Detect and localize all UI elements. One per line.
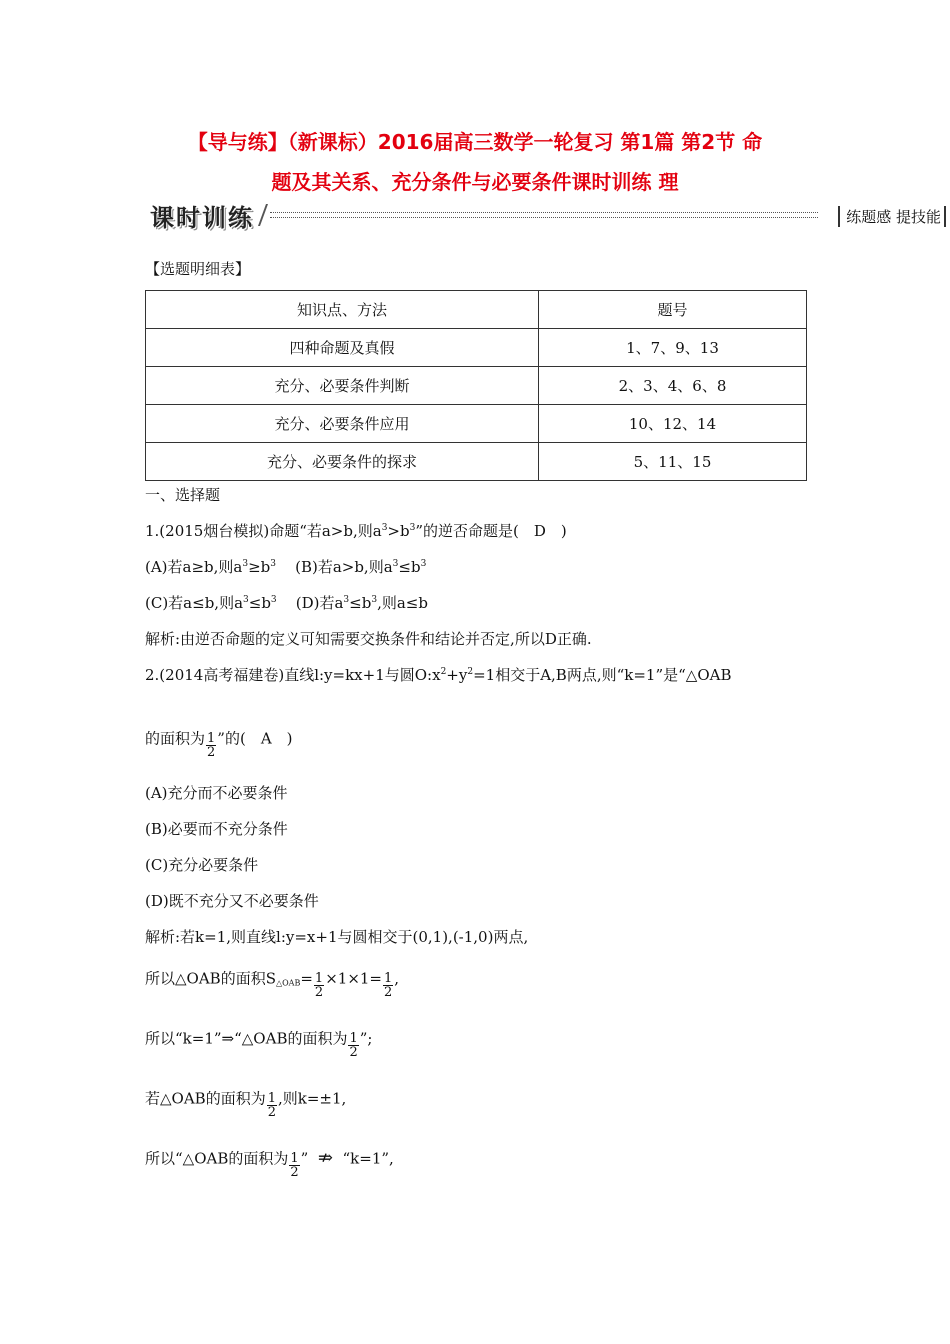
document-title xyxy=(100,122,850,202)
question-2-stem: 2.(2014高考福建卷)直线l:y=kx+1与圆$O:x^2+y^2=1$相交于A,B两点,则“k=1”是“△OAB xyxy=(145,666,732,684)
banner-divider xyxy=(270,212,818,218)
not-implies-icon: ⇏ xyxy=(317,1147,333,1169)
table-row xyxy=(146,367,807,405)
fraction-half: $\frac{1}{2}$ xyxy=(290,1151,299,1180)
question-2-analysis-1: 解析:若k=1,则直线l:y=x+1与圆相交于(0,1),(-1,0)两点, xyxy=(145,928,529,946)
section-banner xyxy=(146,198,946,234)
question-2-option-d: (D)既不充分又不必要条件 xyxy=(145,892,319,910)
table-cell: 2、3、4、6、8 xyxy=(539,367,807,405)
table-cell: 1、7、9、13 xyxy=(539,329,807,367)
table-cell: 四种命题及真假 xyxy=(146,329,539,367)
table-header: 题号 xyxy=(539,291,807,329)
fraction-half: $\frac{1}{2}$ xyxy=(314,971,324,1000)
fraction-half: $\frac{1}{2}$ xyxy=(384,971,393,1000)
question-2-analysis-3: 所以“k=1”⇒“△OAB的面积为 $\frac{1}{2}$ ”; xyxy=(145,1029,373,1060)
question-2-option-c: (C)充分必要条件 xyxy=(145,856,259,874)
topic-table xyxy=(145,290,807,481)
banner-tagline: 练题感 提技能 xyxy=(838,206,946,227)
banner-title: 课时训练 xyxy=(150,204,254,232)
question-1-stem: 1.(2015烟台模拟)命题“若a>b,则$a^3>b^3$”的逆否命题是( D ) xyxy=(145,522,567,540)
fraction-half: $\frac{1}{2}$ xyxy=(267,1091,276,1120)
table-cell: 10、12、14 xyxy=(539,405,807,443)
question-1-analysis: 解析:由逆否命题的定义可知需要交换条件和结论并否定,所以D正确. xyxy=(145,630,592,648)
question-2-analysis-5: 所以“△OAB的面积为 $\frac{1}{2}$ ” ⇏ “k=1”, xyxy=(145,1147,394,1180)
table-row xyxy=(146,329,807,367)
table-cell: 5、11、15 xyxy=(539,443,807,481)
question-1-options-ab: (A)若a≥b,则$a^3\ge b^3$ (B)若a>b,则$a^3\le b^3$ xyxy=(145,558,427,576)
fraction-half: $\frac{1}{2}$ xyxy=(207,731,216,760)
table-row xyxy=(146,443,807,481)
table-cell: 充分、必要条件应用 xyxy=(146,405,539,443)
table-header: 知识点、方法 xyxy=(146,291,539,329)
section-heading: 一、选择题 xyxy=(145,486,221,504)
question-2-stem-cont: 的面积为 $\frac{1}{2}$ ”的( A ) xyxy=(145,729,293,760)
table-caption: 【选题明细表】 xyxy=(145,260,251,278)
question-2-analysis-2: 所以△OAB的面积$S_{\triangle OAB}=$ $\frac{1}{2}$ ×1×1= $\frac{1}{2}$ , xyxy=(145,969,400,1000)
title-line-2: 题及其关系、充分条件与必要条件课时训练 理 xyxy=(271,170,679,194)
question-2-analysis-4: 若△OAB的面积为 $\frac{1}{2}$ ,则k=±1, xyxy=(145,1089,347,1120)
question-1-options-cd: (C)若a≤b,则$a^3\le b^3$ (D)若$a^3\le b^3$,则a≤b xyxy=(145,594,428,612)
table-cell: 充分、必要条件判断 xyxy=(146,367,539,405)
table-cell: 充分、必要条件的探求 xyxy=(146,443,539,481)
title-line-1: 【导与练】（新课标）2016届高三数学一轮复习 第1篇 第2节 命 xyxy=(187,130,763,154)
question-2-option-b: (B)必要而不充分条件 xyxy=(145,820,288,838)
question-2-option-a: (A)充分而不必要条件 xyxy=(145,784,288,802)
table-row xyxy=(146,405,807,443)
table-header-row xyxy=(146,291,807,329)
fraction-half: $\frac{1}{2}$ xyxy=(349,1031,358,1060)
